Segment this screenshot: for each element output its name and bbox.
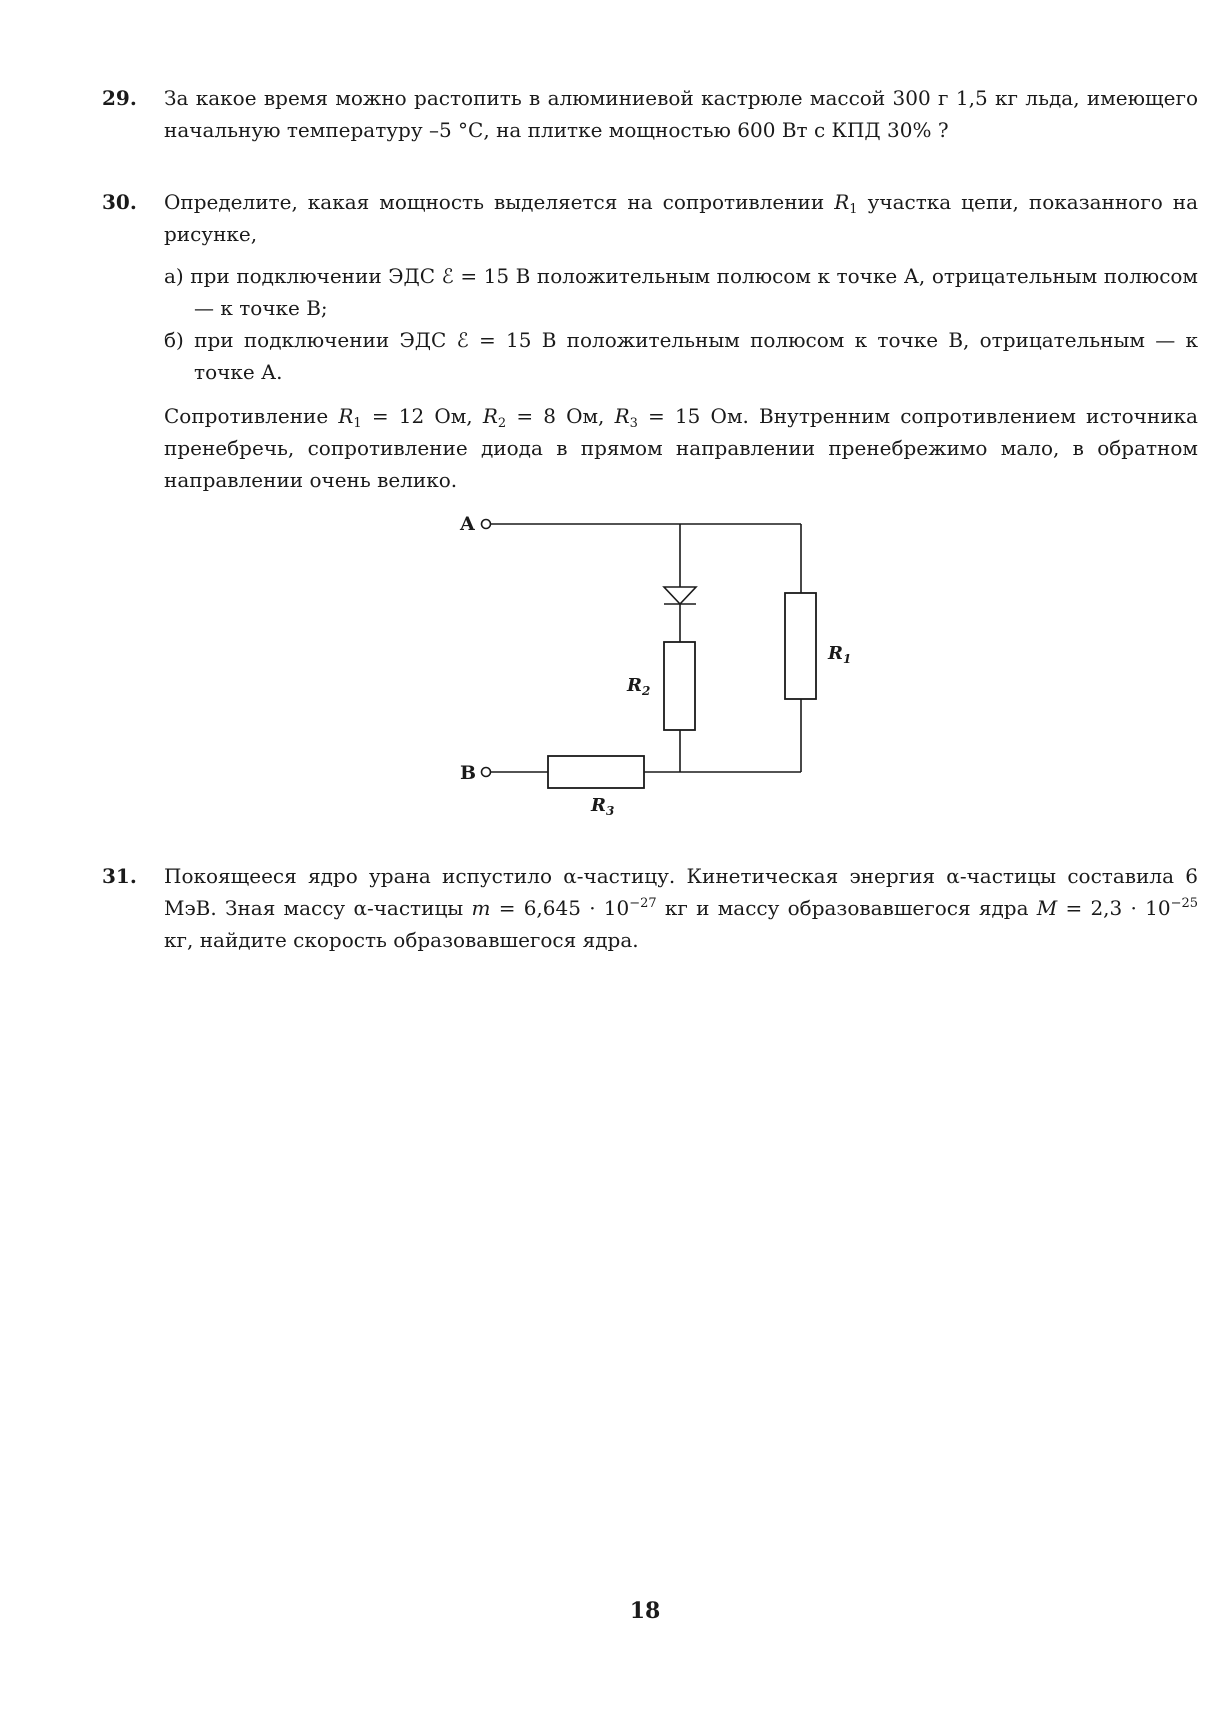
- r2-value: = 8 Ом,: [506, 404, 615, 428]
- resistor-r2: [664, 642, 695, 730]
- var-r: R: [834, 190, 850, 214]
- resistor-r3: [548, 756, 644, 788]
- problem-number: 31.: [102, 864, 137, 888]
- var-subscript: 1: [849, 202, 858, 217]
- var-r1: R: [338, 404, 354, 428]
- m-exponent: −27: [629, 896, 657, 911]
- problem-number: 30.: [102, 190, 137, 214]
- problem-intro: [164, 186, 1198, 250]
- problem-30: [102, 186, 1198, 496]
- problem-text: [164, 860, 1198, 956]
- var-r3: R: [614, 404, 630, 428]
- problem-number: 29.: [102, 86, 137, 110]
- r2-subscript: 2: [497, 416, 507, 431]
- item-a: а) при подключении ЭДС ℰ = 15 В положительным полюсом к точке А, отрицательным полюсом — к точке В;: [164, 264, 1198, 320]
- m-value: = 6,645 · 10: [490, 896, 630, 920]
- problem-31: [102, 860, 1198, 956]
- cond-end: Внутренним сопротивлением источника пренебречь, сопротивление диода в прямом направлении пренебрежимо мало, в обратном направлении очень велико.: [164, 404, 1198, 492]
- big-m-value: = 2,3 · 10: [1057, 896, 1171, 920]
- intro-text-start: Определите, какая мощность выделяется на сопротивлении: [164, 190, 835, 214]
- text-part-3: кг, найдите скорость образовавшегося ядра.: [164, 928, 639, 952]
- intro-text-end: участка цепи, показанного на рисунке,: [164, 190, 1199, 246]
- r1-value: = 12 Ом,: [361, 404, 483, 428]
- var-m: m: [471, 896, 491, 920]
- terminal-b: [482, 768, 491, 777]
- var-r2: R: [482, 404, 498, 428]
- circuit-diagram: [440, 500, 860, 840]
- resistor-r1: [785, 593, 816, 699]
- var-big-m: M: [1036, 896, 1058, 920]
- conditions: [164, 400, 1198, 496]
- big-m-exponent: −25: [1170, 896, 1198, 911]
- text-part-2: кг и массу образовавшегося ядра: [656, 896, 1037, 920]
- r3-subscript: 3: [629, 416, 638, 431]
- text-part-1: Покоящееся ядро урана испустило α-частицу. Кинетическая энергия α-частицы составила 6 МэВ. Зная массу α-частицы: [164, 864, 1198, 920]
- problem-29: [102, 82, 1198, 146]
- cond-start: Сопротивление: [164, 404, 339, 428]
- page-number: 18: [629, 1598, 661, 1624]
- r2-label: $R_2$: [627, 675, 651, 698]
- r1-label: $R_1$: [828, 643, 852, 666]
- r3-value: = 15 Ом.: [637, 404, 749, 428]
- terminal-a-label: A: [460, 513, 475, 535]
- r1-subscript: 1: [353, 416, 362, 431]
- diode-triangle: [664, 587, 696, 604]
- terminal-a: [482, 520, 491, 529]
- item-b: б) при подключении ЭДС ℰ = 15 В положительным полюсом к точке В, отрицательным — к точке А.: [164, 328, 1198, 384]
- problem-text: За какое время можно растопить в алюминиевой кастрюле массой 300 г 1,5 кг льда, имеющего начальную температуру –5 °С, на плитке мощностью 600 Вт с КПД 30% ?: [164, 86, 1198, 142]
- r3-label: $R_3$: [591, 795, 615, 818]
- terminal-b-label: B: [460, 762, 477, 784]
